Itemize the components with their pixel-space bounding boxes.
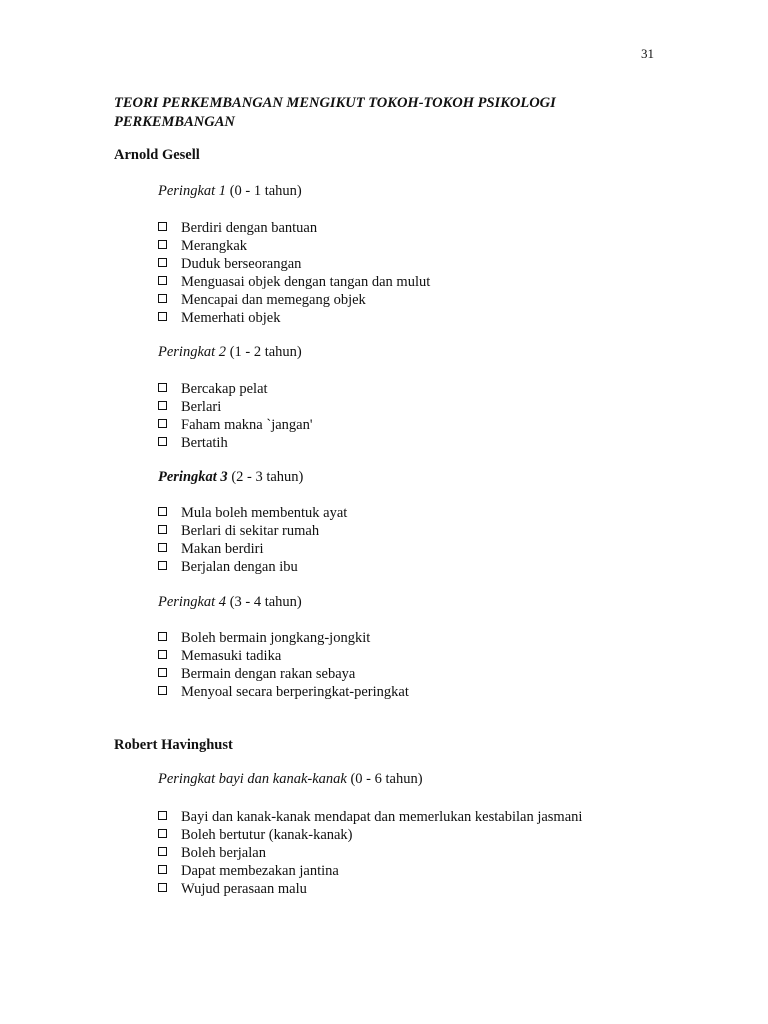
checkbox-bullet-icon (158, 312, 167, 321)
list-item (158, 647, 409, 665)
list-item (158, 826, 582, 844)
list-item-text: Bayi dan kanak-kanak mendapat dan memerlukan kestabilan jasmani (181, 809, 583, 825)
checkbox-bullet-icon (158, 847, 167, 856)
stage-heading (158, 183, 302, 200)
list-item (158, 309, 430, 327)
stage-range: (2 - 3 tahun) (231, 469, 304, 485)
list-item-text: Merangkak (181, 238, 248, 254)
list-item (158, 416, 312, 434)
stage-label: Peringkat 4 (158, 594, 227, 610)
checkbox-bullet-icon (158, 401, 167, 410)
list-item-text: Boleh berjalan (181, 845, 266, 861)
checkbox-bullet-icon (158, 437, 167, 446)
stage-label: Peringkat 1 (158, 183, 227, 199)
list-item-text: Dapat membezakan jantina (181, 863, 339, 879)
stage-heading (158, 594, 302, 611)
checkbox-bullet-icon (158, 632, 167, 641)
list-item (158, 255, 430, 273)
list-item (158, 522, 347, 540)
checkbox-bullet-icon (158, 507, 167, 516)
list-item-text: Mula boleh membentuk ayat (181, 505, 348, 521)
stage-range: (0 - 1 tahun) (229, 183, 302, 199)
document-title: TEORI PERKEMBANGAN MENGIKUT TOKOH-TOKOH PSIKOLOGI PERKEMBANGAN (114, 95, 556, 130)
checkbox-bullet-icon (158, 276, 167, 285)
checkbox-bullet-icon (158, 561, 167, 570)
checkbox-bullet-icon (158, 829, 167, 838)
checkbox-bullet-icon (158, 686, 167, 695)
stage-item-list (158, 504, 347, 576)
list-item (158, 558, 347, 576)
checkbox-bullet-icon (158, 222, 167, 231)
list-item-text: Memerhati objek (181, 310, 281, 326)
list-item (158, 665, 409, 683)
checkbox-bullet-icon (158, 383, 167, 392)
list-item-text: Bermain dengan rakan sebaya (181, 666, 356, 682)
stage-item-list (158, 808, 582, 898)
stage-range: (3 - 4 tahun) (229, 594, 302, 610)
checkbox-bullet-icon (158, 650, 167, 659)
checkbox-bullet-icon (158, 668, 167, 677)
list-item (158, 219, 430, 237)
list-item (158, 273, 430, 291)
list-item-text: Berdiri dengan bantuan (181, 220, 318, 236)
checkbox-bullet-icon (158, 294, 167, 303)
checkbox-bullet-icon (158, 525, 167, 534)
list-item-text: Boleh bermain jongkang-jongkit (181, 630, 371, 646)
stage-label: Peringkat 2 (158, 344, 227, 360)
stage-heading (158, 469, 303, 486)
stage-label: Peringkat bayi dan kanak-kanak (158, 771, 347, 787)
checkbox-bullet-icon (158, 419, 167, 428)
list-item-text: Menyoal secara berperingkat-peringkat (181, 684, 409, 700)
checkbox-bullet-icon (158, 240, 167, 249)
list-item (158, 380, 312, 398)
stage-label: Peringkat 3 (158, 469, 228, 485)
list-item-text: Berjalan dengan ibu (181, 559, 298, 575)
list-item-text: Bercakap pelat (181, 381, 268, 397)
list-item (158, 844, 582, 862)
stage-range: (0 - 6 tahun) (350, 771, 423, 787)
list-item-text: Wujud perasaan malu (181, 881, 307, 897)
page-number: 31 (641, 46, 654, 61)
list-item (158, 540, 347, 558)
stage-item-list (158, 629, 409, 701)
stage-heading (158, 771, 423, 788)
stage-item-list (158, 380, 312, 452)
section-heading-arnold-gesell: Arnold Gesell (114, 147, 200, 163)
section-heading-robert-havinghust: Robert Havinghust (114, 737, 233, 753)
stage-item-list (158, 219, 430, 327)
list-item (158, 291, 430, 309)
checkbox-bullet-icon (158, 543, 167, 552)
list-item (158, 629, 409, 647)
list-item (158, 880, 582, 898)
list-item (158, 683, 409, 701)
list-item-text: Berlari di sekitar rumah (181, 523, 320, 539)
list-item-text: Mencapai dan memegang objek (181, 292, 366, 308)
list-item-text: Boleh bertutur (kanak-kanak) (181, 827, 353, 843)
list-item (158, 398, 312, 416)
list-item-text: Berlari (181, 399, 222, 415)
list-item (158, 434, 312, 452)
stage-heading (158, 344, 302, 361)
checkbox-bullet-icon (158, 865, 167, 874)
list-item-text: Bertatih (181, 435, 228, 451)
checkbox-bullet-icon (158, 258, 167, 267)
list-item-text: Memasuki tadika (181, 648, 282, 664)
list-item-text: Makan berdiri (181, 541, 264, 557)
stage-range: (1 - 2 tahun) (229, 344, 302, 360)
list-item (158, 504, 347, 522)
list-item-text: Menguasai objek dengan tangan dan mulut (181, 274, 431, 290)
list-item (158, 862, 582, 880)
list-item-text: Duduk berseorangan (181, 256, 302, 272)
list-item (158, 808, 582, 826)
list-item-text: Faham makna `jangan' (181, 417, 313, 433)
list-item (158, 237, 430, 255)
checkbox-bullet-icon (158, 883, 167, 892)
checkbox-bullet-icon (158, 811, 167, 820)
